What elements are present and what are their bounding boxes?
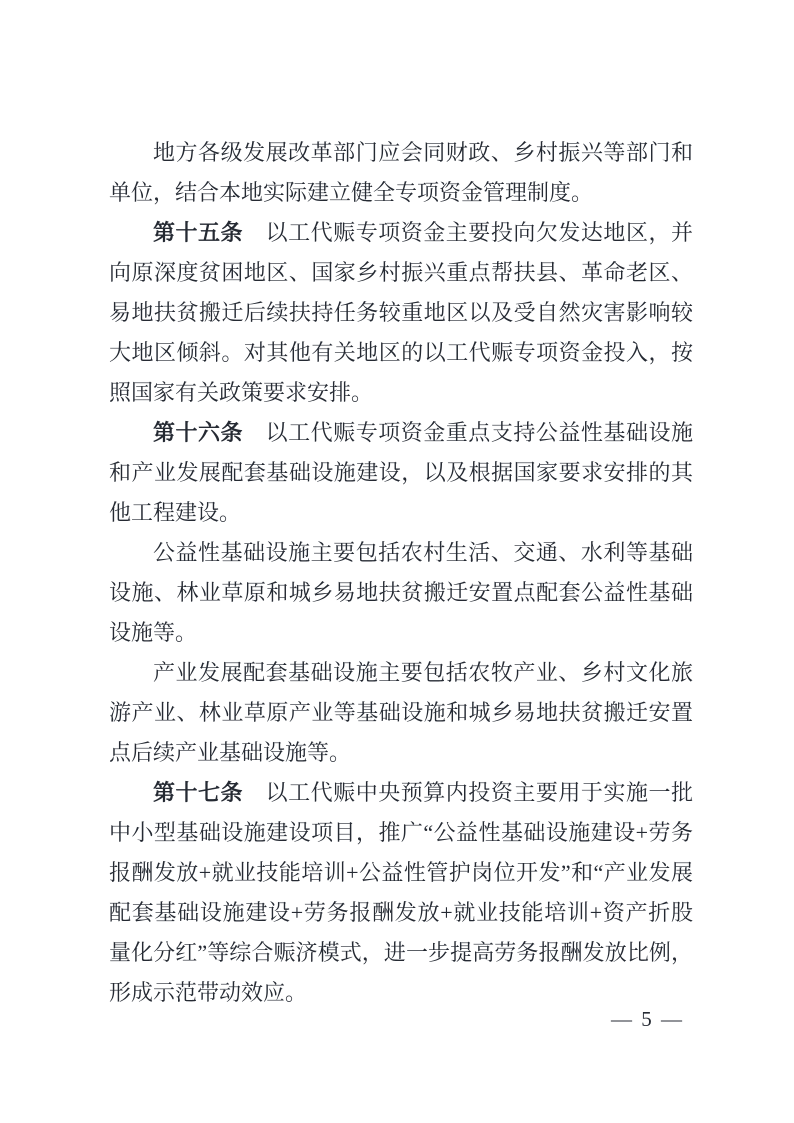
paragraph bbox=[109, 213, 693, 413]
text-run: 公益性基础设施主要包括农村生活、交通、水利等基础设施、林业草原和城乡易地扶贫搬迁安置点配套公益性基础设施等。 bbox=[109, 540, 693, 645]
paragraph bbox=[109, 773, 693, 1013]
text-run: 以工代赈中央预算内投资主要用于实施一批中小型基础设施建设项目，推广“公益性基础设施建设+劳务报酬发放+就业技能培训+公益性管护岗位开发”和“产业发展配套基础设施建设+劳务报酬发放+就业技能培训+资产折股量化分红”等综合赈济模式，进一步提高劳务报酬发放比例，形成示范带动效应。 bbox=[109, 780, 693, 1005]
page-number: — 5 — bbox=[611, 1007, 684, 1031]
text-run: 以工代赈专项资金重点支持公益性基础设施和产业发展配套基础设施建设，以及根据国家要求安排的其他工程建设。 bbox=[109, 420, 693, 525]
text-run: 产业发展配套基础设施主要包括农牧产业、乡村文化旅游产业、林业草原产业等基础设施和城乡易地扶贫搬迁安置点后续产业基础设施等。 bbox=[109, 660, 693, 765]
paragraph bbox=[109, 133, 693, 213]
paragraph bbox=[109, 653, 693, 773]
paragraph bbox=[109, 533, 693, 653]
text-run: 以工代赈专项资金主要投向欠发达地区，并向原深度贫困地区、国家乡村振兴重点帮扶县、革命老区、易地扶贫搬迁后续扶持任务较重地区以及受自然灾害影响较大地区倾斜。对其他有关地区的以工代赈专项资金投入，按照国家有关政策要求安排。 bbox=[109, 220, 693, 405]
paragraph bbox=[109, 413, 693, 533]
article-number-heading: 第十六条 bbox=[153, 420, 244, 445]
article-number-heading: 第十五条 bbox=[153, 220, 244, 245]
document-body bbox=[109, 133, 693, 1013]
article-number-heading: 第十七条 bbox=[153, 780, 244, 805]
text-run: 地方各级发展改革部门应会同财政、乡村振兴等部门和单位，结合本地实际建立健全专项资金管理制度。 bbox=[109, 140, 693, 205]
